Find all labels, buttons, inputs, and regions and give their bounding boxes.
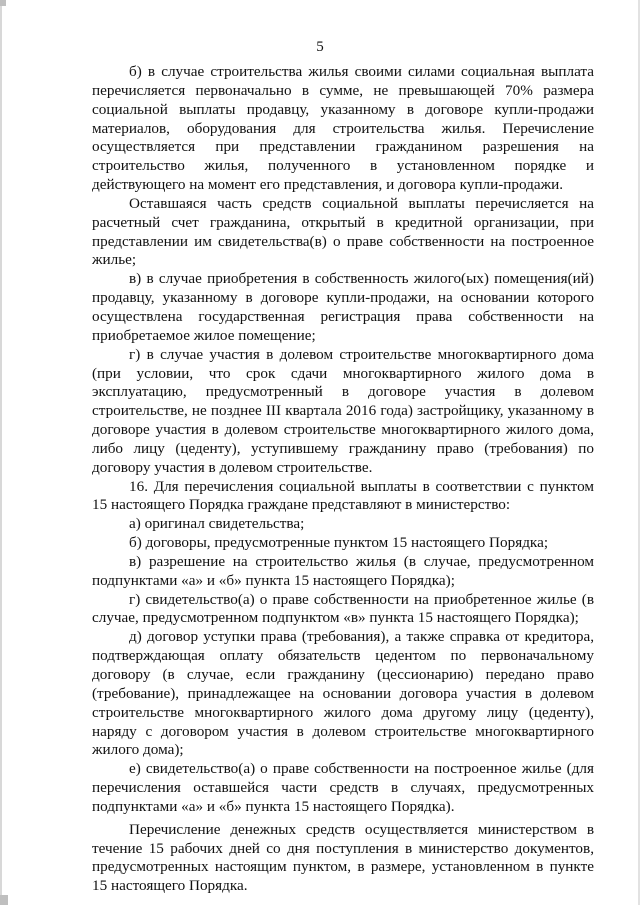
paragraph-16g: г) свидетельство(а) о праве собственности на приобретенное жилье (в случае, предусмотренном подпунктом «в» пункта 15 настоящего Порядка);	[92, 590, 594, 627]
paragraph-15v: в) в случае приобретения в собственность жилого(ых) помещения(ий) продавцу, указанному в договоре купли-продажи, на основании которого осуществлена государственная регистрация права собственности на приобретаемое жилое помещение;	[92, 270, 594, 344]
page-number: 5	[316, 39, 324, 55]
paragraph-16v: в) разрешение на строительство жилья (в случае, предусмотренном подпунктами «а» и «б» пункта 15 настоящего Порядка);	[92, 552, 594, 589]
paragraph-15g: г) в случае участия в долевом строительстве многоквартирного дома (при условии, что срок сдачи многоквартирного жилого дома в эксплуатацию, предусмотренный в договоре участия в долевом строительстве, не позднее III квартала 2016 года) застройщику, указанному в договоре участия в долевом строительстве многоквартирного жилого дома, либо лицу (цеденту), уступившему гражданину право (требования) по договору участия в долевом строительстве.	[92, 345, 594, 476]
scan-mark-bottom	[0, 895, 8, 905]
paragraph-16a: а) оригинал свидетельства;	[129, 515, 305, 533]
paragraph-16: 16. Для перечисления социальной выплаты в соответствии с пунктом 15 настоящего Порядка граждане представляют в министерство:	[92, 477, 594, 514]
scan-edge-left	[0, 0, 2, 905]
paragraph-15b-remainder: Оставшаяся часть средств социальной выплаты перечисляется на расчетный счет гражданина, открытый в кредитной организации, при представлении им свидетельства(в) о праве собственности на построенное жилье;	[92, 194, 594, 269]
paragraph-16b: б) договоры, предусмотренные пунктом 15 настоящего Порядка;	[129, 534, 549, 552]
paragraph-transfer-terms: Перечисление денежных средств осуществляется министерством в течение 15 рабочих дней со дня поступления в министерство документов, предусмотренных настоящим пунктом, в размере, установленном в пункте 15 настоящего Порядка.	[92, 820, 594, 895]
paragraph-16d: д) договор уступки права (требования), а также справка от кредитора, подтверждающая оплату обязательств цедентом по первоначальному договору (в случае, если гражданину (цессионарию) передано право (требование), принадлежащее на основании договора участия в долевом строительстве многоквартирного жилого дома другому лицу (цеденту), наряду с договором участия в долевом строительстве многоквартирного жилого дома);	[92, 628, 594, 759]
scan-mark-top	[0, 0, 6, 6]
paragraph-16e: е) свидетельство(а) о праве собственности на построенное жилье (для перечисления оставшейся части средств в случаях, предусмотренных подпунктами «а» и «б» пункта 15 настоящего Порядка).	[92, 760, 594, 815]
document-body	[92, 63, 594, 896]
paragraph-15b: б) в случае строительства жилья своими силами социальная выплата перечисляется первоначально в сумме, не превышающей 70% размера социальной выплаты продавцу, указанному в договоре купли-продажи материалов, оборудования для строительства жилья. Перечисление осуществляется при представлении гражданином разрешения на строительство жилья, полученного в установленном порядке и действующего на момент его представления, и договора купли-продажи.	[92, 63, 594, 194]
